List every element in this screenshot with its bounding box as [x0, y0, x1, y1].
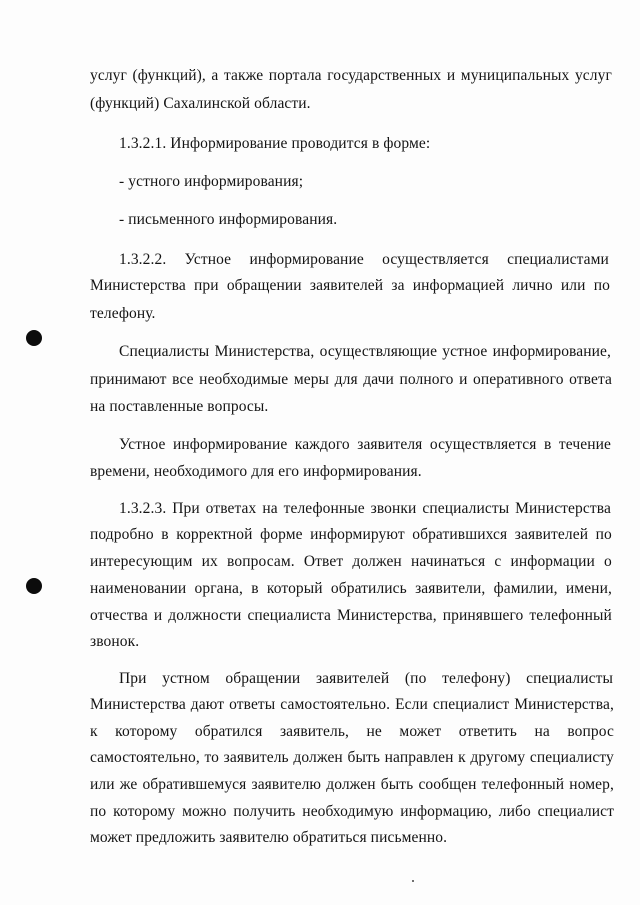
word: осуществляющие — [319, 343, 438, 360]
word: самостоятельно, — [90, 749, 200, 766]
word: меры — [293, 371, 330, 388]
word: же — [119, 776, 138, 793]
word: необходимую — [302, 803, 394, 820]
word: информирование — [172, 436, 288, 453]
text-line: - устного информирования; — [119, 173, 304, 190]
text-line — [90, 606, 612, 626]
word: Устное — [119, 436, 166, 453]
word: устное — [442, 343, 488, 360]
word: вопрос — [567, 723, 614, 740]
word: принявшего — [442, 607, 524, 624]
word: с — [494, 553, 502, 570]
word: оперативного — [473, 371, 564, 388]
text-line — [90, 579, 612, 599]
word: (по — [404, 670, 427, 687]
text-line — [90, 722, 614, 742]
word: или — [560, 277, 586, 294]
word: информируют — [310, 526, 405, 543]
word: должен — [293, 749, 343, 766]
text-line: может предложить заявителю обратиться письменно. — [90, 829, 448, 846]
word: в — [161, 526, 169, 543]
word: звонки — [370, 500, 417, 517]
word: специалисты — [422, 500, 510, 517]
word: каждого — [294, 436, 350, 453]
word: При — [119, 670, 147, 687]
word: заявителей — [309, 277, 384, 294]
word: на — [534, 723, 550, 740]
word: специалист — [432, 696, 510, 713]
word: все — [172, 371, 194, 388]
word: и — [446, 67, 456, 84]
word: направлен — [384, 749, 454, 766]
word: Министерства, — [214, 343, 315, 360]
word: фамилии, — [493, 580, 558, 597]
text-line — [119, 342, 611, 362]
word: Министерства — [515, 500, 611, 517]
word: специалисту — [529, 749, 614, 766]
word: форме — [260, 526, 303, 543]
word: 1.3.2.2. — [119, 251, 167, 268]
word: другому — [470, 749, 526, 766]
word: по — [595, 526, 612, 543]
text-line — [90, 802, 614, 822]
word: также — [223, 67, 264, 84]
text-line: времени, необходимого для его информирования. — [90, 463, 422, 480]
word: специалист — [537, 803, 614, 820]
word: ответах — [205, 500, 257, 517]
word: начинаться — [410, 553, 486, 570]
word: имени, — [565, 580, 612, 597]
word: осуществляется — [429, 436, 537, 453]
word: то — [204, 749, 219, 766]
text-line — [90, 370, 612, 390]
word: для — [334, 371, 358, 388]
text-line: звонок. — [90, 633, 140, 650]
word: быть — [380, 776, 414, 793]
text-line — [90, 276, 610, 296]
word: который — [266, 580, 323, 597]
word: сообщен — [418, 776, 477, 793]
word: должности — [168, 607, 242, 624]
word: должен — [352, 553, 402, 570]
word: Ответ — [303, 553, 344, 570]
word: не — [366, 723, 382, 740]
text-line — [119, 499, 611, 519]
word: может — [399, 723, 442, 740]
word: наименовании — [90, 580, 187, 597]
word: обратившихся — [412, 526, 508, 543]
word: лично — [512, 277, 553, 294]
word: самостоятельно. — [280, 696, 391, 713]
word: по — [90, 803, 107, 820]
word: устном — [162, 670, 210, 687]
text-line — [119, 669, 613, 689]
word: обратился — [194, 723, 263, 740]
word: можно — [182, 803, 227, 820]
word: вопросам. — [227, 553, 295, 570]
word: специалиста — [247, 607, 331, 624]
text-line: на поставленные вопросы. — [90, 398, 269, 415]
text-line — [90, 695, 614, 715]
text-line — [90, 775, 614, 795]
text-line — [90, 552, 612, 572]
word: дачи — [363, 371, 394, 388]
text-line: - письменного информирования. — [119, 211, 338, 228]
word: информацию, — [400, 803, 492, 820]
word: которому — [115, 723, 178, 740]
word: при — [193, 277, 219, 294]
word: к — [458, 749, 466, 766]
text-line: (функций) Сахалинской области. — [90, 95, 311, 112]
word: обращении — [226, 277, 302, 294]
word: их — [201, 553, 218, 570]
word: по — [593, 277, 610, 294]
word: обратившемуся — [142, 776, 247, 793]
word: подробно — [90, 526, 154, 543]
word: Министерства, — [514, 696, 614, 713]
word: или — [90, 776, 115, 793]
scan-speck — [412, 880, 414, 882]
word: на — [262, 500, 278, 517]
word: телефонный — [529, 607, 612, 624]
word: услуг — [90, 67, 127, 84]
word: телефону) — [442, 670, 511, 687]
word: в — [543, 436, 552, 453]
word: заявитель, — [279, 723, 350, 740]
word: При — [172, 500, 200, 517]
word: Устное — [184, 251, 232, 268]
word: Если — [395, 696, 428, 713]
word: органа, — [194, 580, 244, 597]
word: осуществляется — [382, 251, 489, 268]
word: либо — [498, 803, 531, 820]
word: специалисты — [526, 670, 613, 687]
word: и — [459, 371, 468, 388]
word: должен — [326, 776, 376, 793]
text-line — [119, 435, 611, 455]
word: информирование, — [492, 343, 611, 360]
word: государственных — [327, 67, 442, 84]
text-line — [119, 250, 609, 270]
word: информации — [510, 553, 595, 570]
word: заявителей — [315, 670, 390, 687]
word: Министерства — [90, 277, 186, 294]
word: заявителей — [514, 526, 589, 543]
word: интересующим — [90, 553, 193, 570]
word: быть — [347, 749, 381, 766]
word: услуг — [574, 67, 612, 84]
word: к — [90, 723, 98, 740]
word: дают — [190, 696, 225, 713]
word: портала — [268, 67, 322, 84]
word: Специалисты — [119, 343, 210, 360]
word: номер, — [569, 776, 614, 793]
word: обращении — [225, 670, 301, 687]
word: заявители, — [415, 580, 486, 597]
word: информацией — [412, 277, 505, 294]
word: муниципальных — [460, 67, 570, 84]
word: ответа — [569, 371, 612, 388]
word: принимают — [90, 371, 167, 388]
word: в — [251, 580, 259, 597]
word: заявитель — [223, 749, 289, 766]
word: заявителя — [357, 436, 423, 453]
punch-hole-mark — [26, 330, 42, 346]
word: специалистами — [507, 251, 609, 268]
word: течение — [558, 436, 611, 453]
word: которому — [113, 803, 176, 820]
text-line: 1.3.2.1. Информирование проводится в форме: — [119, 135, 431, 152]
word: за — [391, 277, 405, 294]
word: (функций), — [132, 67, 206, 84]
word: Министерства — [90, 696, 186, 713]
word: информирование — [249, 251, 364, 268]
text-line — [90, 748, 614, 768]
punch-hole-mark — [26, 578, 42, 594]
word: получить — [233, 803, 296, 820]
word: и — [153, 607, 163, 624]
word: необходимые — [199, 371, 289, 388]
word: обратились — [330, 580, 407, 597]
word: телефонные — [283, 500, 365, 517]
word: 1.3.2.3. — [119, 500, 167, 517]
word: о — [604, 553, 612, 570]
word: корректной — [176, 526, 253, 543]
word: ответы — [229, 696, 276, 713]
word: а — [211, 67, 219, 84]
word: заявителю — [251, 776, 322, 793]
text-line — [90, 525, 612, 545]
word: телефонный — [481, 776, 565, 793]
word: отчества — [90, 607, 148, 624]
text-line: телефону. — [90, 305, 156, 322]
text-line — [90, 66, 612, 86]
word: ответить — [458, 723, 517, 740]
word: Министерства, — [336, 607, 437, 624]
word: полного — [399, 371, 454, 388]
